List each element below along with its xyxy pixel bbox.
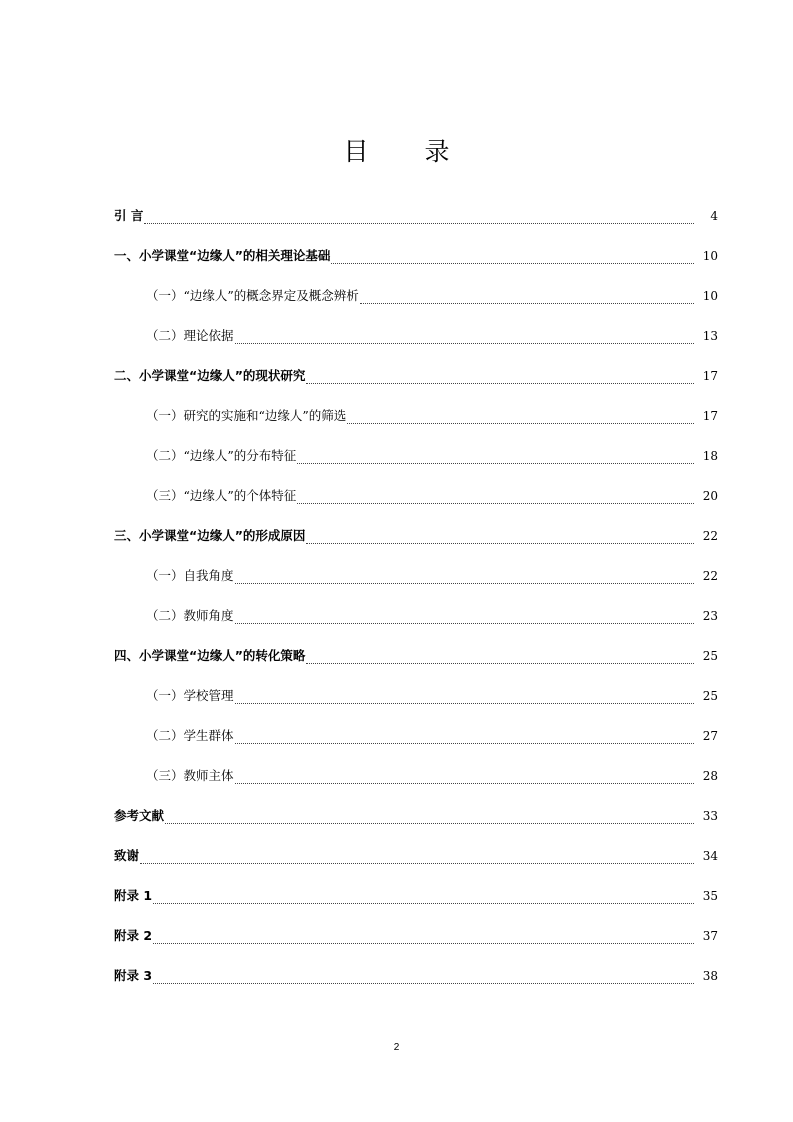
toc-entry-label: 一、小学课堂“边缘人”的相关理论基础	[114, 248, 331, 263]
toc-entry[interactable]	[0, 516, 793, 556]
toc-entry-page: 25	[702, 689, 718, 703]
toc-entry-page: 17	[702, 369, 718, 383]
toc-entry[interactable]	[0, 676, 793, 716]
toc-entry-page: 10	[702, 289, 718, 303]
toc-entry-label: 引 言	[114, 208, 144, 223]
toc-dot-leader	[235, 693, 694, 704]
toc-entry[interactable]	[0, 396, 793, 436]
toc-entry-label: 参考文献	[114, 808, 165, 823]
toc-dot-leader	[235, 613, 694, 624]
toc-entry-page: 34	[702, 849, 718, 863]
toc-dot-leader	[297, 453, 694, 464]
toc-entry[interactable]	[0, 756, 793, 796]
toc-entry-label: （三）“边缘人”的个体特征	[146, 488, 297, 503]
toc-dot-leader	[235, 573, 694, 584]
toc-entry[interactable]	[0, 716, 793, 756]
toc-entry-label: 致谢	[114, 848, 140, 863]
toc-list	[0, 196, 793, 996]
toc-dot-leader	[360, 293, 694, 304]
toc-entry-page: 17	[702, 409, 718, 423]
toc-entry-page: 4	[710, 209, 718, 223]
toc-entry[interactable]	[0, 436, 793, 476]
toc-entry[interactable]	[0, 796, 793, 836]
toc-entry-label: （一）“边缘人”的概念界定及概念辨析	[146, 288, 359, 303]
toc-dot-leader	[153, 893, 694, 904]
toc-entry-page: 27	[702, 729, 718, 743]
toc-entry-label: 附录 2	[114, 928, 153, 943]
toc-entry[interactable]	[0, 876, 793, 916]
toc-dot-leader	[153, 973, 694, 984]
toc-entry-label: （二）教师角度	[146, 608, 234, 623]
toc-entry-page: 35	[702, 889, 718, 903]
toc-entry-label: 二、小学课堂“边缘人”的现状研究	[114, 368, 306, 383]
toc-entry-page: 38	[702, 969, 718, 983]
toc-dot-leader	[235, 773, 694, 784]
toc-entry-page: 23	[702, 609, 718, 623]
toc-dot-leader	[297, 493, 694, 504]
toc-entry[interactable]	[0, 236, 793, 276]
toc-entry-label: （三）教师主体	[146, 768, 234, 783]
toc-entry[interactable]	[0, 316, 793, 356]
toc-dot-leader	[165, 813, 694, 824]
toc-entry[interactable]	[0, 636, 793, 676]
toc-dot-leader	[140, 853, 694, 864]
toc-entry-page: 22	[702, 529, 718, 543]
toc-entry[interactable]	[0, 556, 793, 596]
toc-title: 目 录	[343, 137, 474, 166]
toc-entry-label: 附录 3	[114, 968, 153, 983]
toc-entry-page: 10	[702, 249, 718, 263]
toc-entry-page: 33	[702, 809, 718, 823]
toc-entry-page: 25	[702, 649, 718, 663]
toc-dot-leader	[347, 413, 694, 424]
toc-dot-leader	[144, 213, 694, 224]
toc-dot-leader	[235, 733, 694, 744]
toc-dot-leader	[306, 373, 694, 384]
toc-entry-page: 18	[702, 449, 718, 463]
toc-dot-leader	[153, 933, 694, 944]
toc-entry-label: （二）“边缘人”的分布特征	[146, 448, 297, 463]
toc-dot-leader	[306, 653, 694, 664]
toc-entry-label: （一）自我角度	[146, 568, 234, 583]
toc-entry[interactable]	[0, 476, 793, 516]
toc-entry[interactable]	[0, 836, 793, 876]
toc-dot-leader	[306, 533, 694, 544]
toc-entry[interactable]	[0, 276, 793, 316]
toc-entry[interactable]	[0, 596, 793, 636]
toc-entry[interactable]	[0, 916, 793, 956]
toc-entry-label: （一）研究的实施和“边缘人”的筛选	[146, 408, 347, 423]
page-number: 2	[393, 1042, 400, 1053]
toc-entry-label: 四、小学课堂“边缘人”的转化策略	[114, 648, 306, 663]
toc-entry-label: 附录 1	[114, 888, 153, 903]
toc-entry-page: 22	[702, 569, 718, 583]
toc-entry-label: （二）理论依据	[146, 328, 234, 343]
toc-entry-label: 三、小学课堂“边缘人”的形成原因	[114, 528, 306, 543]
toc-entry[interactable]	[0, 196, 793, 236]
toc-entry-page: 28	[702, 769, 718, 783]
toc-entry[interactable]	[0, 956, 793, 996]
toc-entry-page: 13	[702, 329, 718, 343]
toc-entry-page: 20	[702, 489, 718, 503]
toc-dot-leader	[331, 253, 694, 264]
toc-dot-leader	[235, 333, 694, 344]
toc-entry[interactable]	[0, 356, 793, 396]
toc-entry-label: （二）学生群体	[146, 728, 234, 743]
toc-entry-label: （一）学校管理	[146, 688, 234, 703]
toc-entry-page: 37	[702, 929, 718, 943]
